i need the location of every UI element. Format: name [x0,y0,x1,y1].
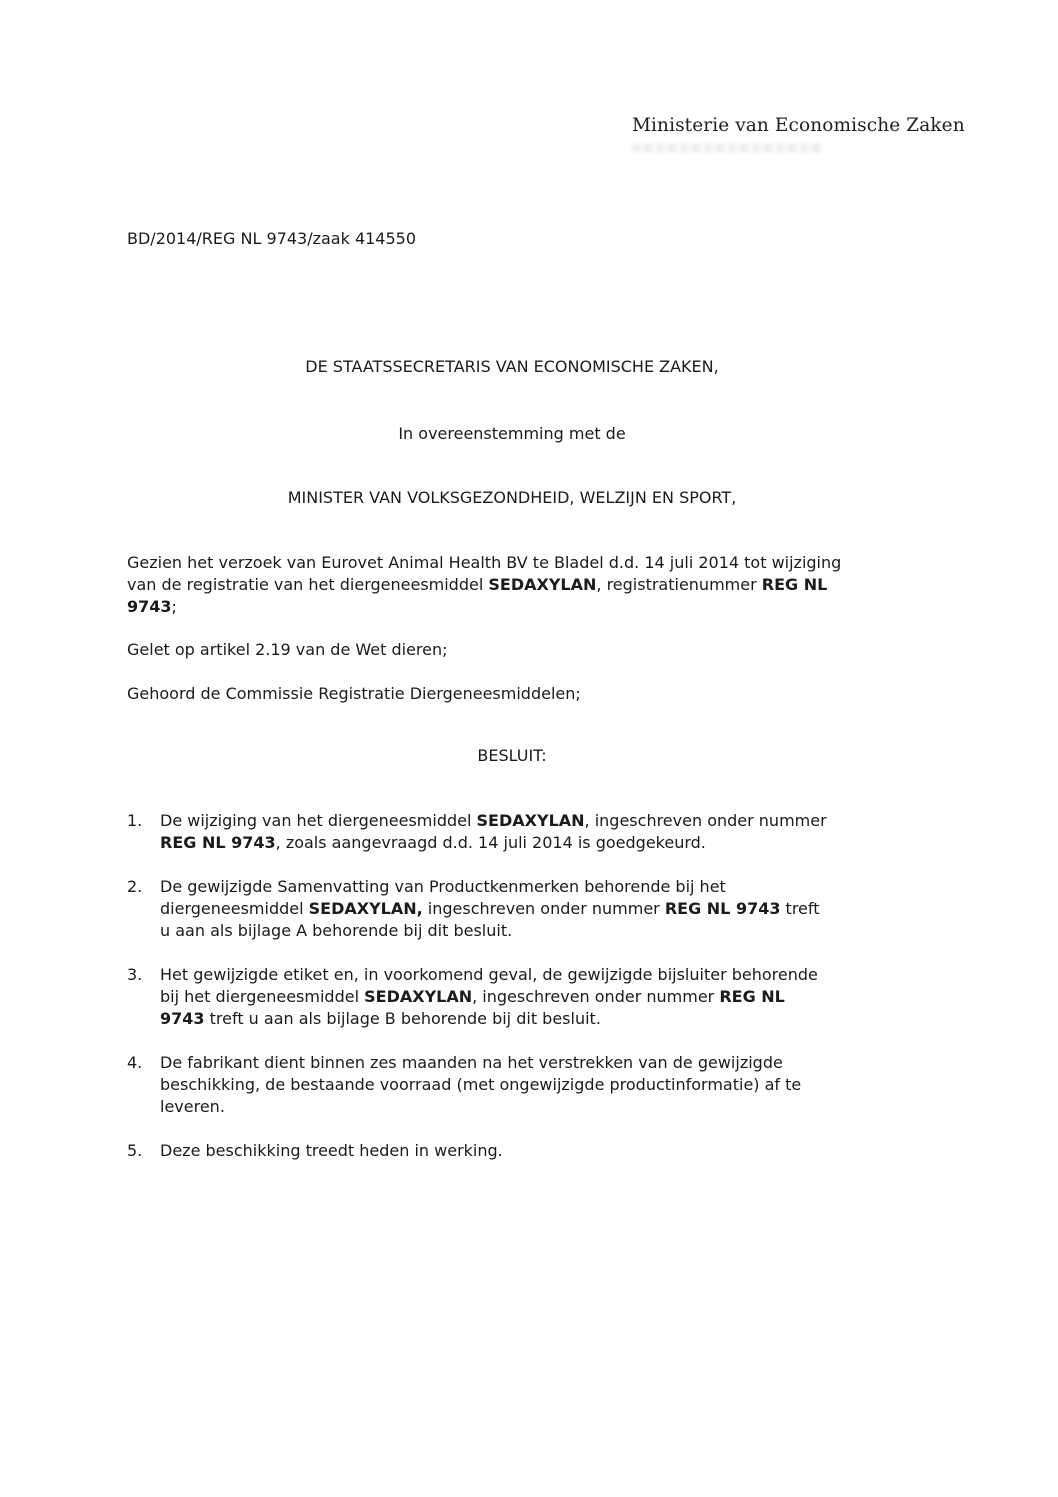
besluit-item-number: 2. [127,877,143,896]
besluit-item-text: De gewijzigde Samenvatting van Productkenmerken behorende bij het diergeneesmiddel SEDAXYLAN, ingeschreven onder nummer REG NL 9743 treft u aan als bijlage A behorende bij dit besluit. [160,877,820,940]
besluit-item-text: De fabrikant dient binnen zes maanden na het verstrekken van de gewijzigde beschikking, de bestaande voorraad (met ongewijzigde productinformatie) af te leveren. [160,1053,802,1116]
letter-body [127,0,987,1162]
besluit-list [127,810,987,1162]
besluit-item-1 [127,810,987,854]
paragraph-gezien: Gezien het verzoek van Eurovet Animal Health BV te Bladel d.d. 14 juli 2014 tot wijziging van de registratie van het diergeneesmiddel SEDAXYLAN, registratienummer REG NL 9743; [127,553,842,616]
besluit-item-number: 5. [127,1141,143,1160]
besluit-item-text: De wijziging van het diergeneesmiddel SEDAXYLAN, ingeschreven onder nummer REG NL 9743, zoals aangevraagd d.d. 14 juli 2014 is goedgekeurd. [160,811,827,852]
besluit-item-text: Deze beschikking treedt heden in werking. [160,1141,503,1160]
ministry-name: Ministerie van Economische Zaken [632,115,965,136]
paragraph-gelet: Gelet op artikel 2.19 van de Wet dieren; [127,640,448,659]
heading-besluit: BESLUIT: [477,746,547,765]
besluit-item-number: 3. [127,965,143,984]
heading-minister-vws: MINISTER VAN VOLKSGEZONDHEID, WELZIJN EN SPORT, [287,488,737,507]
paragraph-gehoord: Gehoord de Commissie Registratie Diergeneesmiddelen; [127,684,581,703]
heading-staatssecretaris: DE STAATSSECRETARIS VAN ECONOMISCHE ZAKEN, [305,357,719,376]
besluit-item-number: 1. [127,811,143,830]
heading-in-overeenstemming: In overeenstemming met de [398,424,626,443]
besluit-item-5 [127,1140,987,1162]
besluit-item-number: 4. [127,1053,143,1072]
besluit-item-text: Het gewijzigde etiket en, in voorkomend geval, de gewijzigde bijsluiter behorende bij het diergeneesmiddel SEDAXYLAN, ingeschreven onder nummer REG NL 9743 treft u aan als bijlage B behorende bij dit besluit. [160,965,818,1028]
besluit-item-3 [127,964,987,1030]
besluit-item-2 [127,876,987,942]
besluit-item-4 [127,1052,987,1118]
reference-number: BD/2014/REG NL 9743/zaak 414550 [127,229,417,248]
